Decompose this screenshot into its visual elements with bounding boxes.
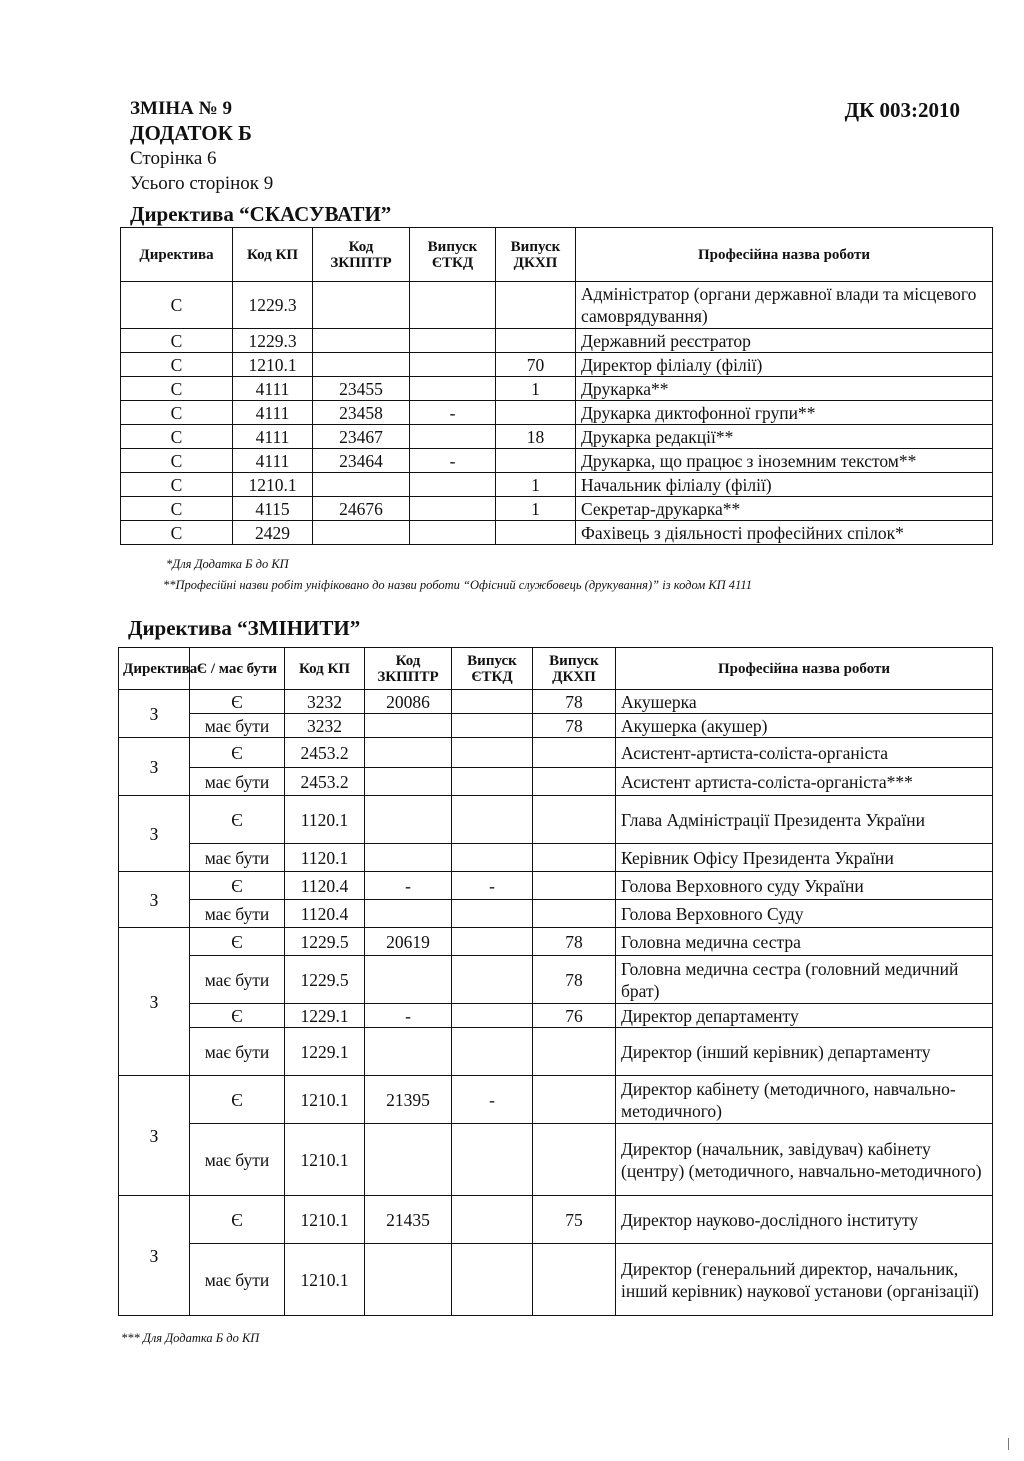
col-header: Випуск ЄТКД — [452, 648, 533, 690]
table-cell: 1210.1 — [233, 473, 313, 497]
table-cell — [496, 401, 576, 425]
table-cell — [533, 900, 616, 928]
col-header: Випуск ДКХП — [496, 228, 576, 282]
table-cell: С — [121, 425, 233, 449]
profession-name-cell: Директор (генеральний директор, начальник, інший керівник) наукової установи (організації) — [616, 1244, 993, 1316]
table-row — [119, 690, 993, 714]
table-row — [121, 425, 993, 449]
profession-name-cell: Директор департаменту — [616, 1004, 993, 1028]
table-cell: 20086 — [365, 690, 452, 714]
table-cell — [496, 329, 576, 353]
table-row — [119, 1196, 993, 1244]
table-cell — [533, 872, 616, 900]
table-cell: 4111 — [233, 449, 313, 473]
table-row — [119, 768, 993, 796]
table-cell — [533, 844, 616, 872]
profession-name-cell: Друкарка, що працює з іноземним текстом** — [576, 449, 993, 473]
table-cell: 1229.1 — [285, 1004, 365, 1028]
profession-name-cell: Голова Верховного суду України — [616, 872, 993, 900]
col-header: Професійна назва роботи — [616, 648, 993, 690]
table-cell — [452, 956, 533, 1004]
table-cell: 1120.1 — [285, 796, 365, 844]
table-row — [119, 1028, 993, 1076]
cancel-table — [120, 227, 993, 545]
table-row — [121, 377, 993, 401]
profession-name-cell: Начальник філіалу (філії) — [576, 473, 993, 497]
profession-name-cell: Керівник Офісу Президента України — [616, 844, 993, 872]
table-cell: має бути — [190, 956, 285, 1004]
table-cell — [313, 282, 410, 329]
page-number: Сторінка 6 — [130, 148, 217, 169]
table-cell: 24676 — [313, 497, 410, 521]
profession-name-cell: Акушерка — [616, 690, 993, 714]
table-cell — [533, 1028, 616, 1076]
profession-name-cell: Глава Адміністрації Президента України — [616, 796, 993, 844]
profession-name-cell: Головна медична сестра (головний медичний брат) — [616, 956, 993, 1004]
table-cell — [313, 521, 410, 545]
table-cell — [410, 473, 496, 497]
table-cell: 1229.5 — [285, 928, 365, 956]
table-cell: 1 — [496, 473, 576, 497]
table-cell — [313, 329, 410, 353]
col-header: Професійна назва роботи — [576, 228, 993, 282]
col-header: Код КП — [233, 228, 313, 282]
table-cell: Є — [190, 1004, 285, 1028]
table-row — [121, 521, 993, 545]
col-header: Директива — [119, 648, 190, 690]
profession-name-cell: Акушерка (акушер) — [616, 714, 993, 738]
table-cell — [452, 738, 533, 768]
table-cell: Є — [190, 928, 285, 956]
table-cell: 75 — [533, 1196, 616, 1244]
directive-cell: З — [119, 738, 190, 796]
table-cell: С — [121, 473, 233, 497]
table-cell: 78 — [533, 928, 616, 956]
table-cell — [496, 449, 576, 473]
table-cell: 78 — [533, 714, 616, 738]
table-cell — [365, 1124, 452, 1196]
table-cell: 1120.4 — [285, 872, 365, 900]
profession-name-cell: Директор (інший керівник) департаменту — [616, 1028, 993, 1076]
table-cell: 2453.2 — [285, 738, 365, 768]
profession-name-cell: Голова Верховного Суду — [616, 900, 993, 928]
table-row — [121, 401, 993, 425]
table-cell — [452, 1124, 533, 1196]
col-header: Код ЗКППТР — [365, 648, 452, 690]
profession-name-cell: Асистент-артиста-соліста-органіста — [616, 738, 993, 768]
table-cell — [365, 738, 452, 768]
directive-cell: З — [119, 1076, 190, 1196]
table-cell: 1 — [496, 377, 576, 401]
table-cell: Є — [190, 690, 285, 714]
table-cell: - — [452, 1076, 533, 1124]
col-header: Код КП — [285, 648, 365, 690]
table-cell — [313, 473, 410, 497]
table-cell: 1229.3 — [233, 329, 313, 353]
table-cell — [452, 1004, 533, 1028]
col-header: Є / має бути — [190, 648, 285, 690]
table-cell: має бути — [190, 900, 285, 928]
table-cell: 1 — [496, 497, 576, 521]
table-cell: 4115 — [233, 497, 313, 521]
document-header — [130, 96, 960, 196]
table-row — [119, 1244, 993, 1316]
footnote-triple-star: *** Для Додатка Б до КП — [121, 1331, 260, 1345]
table-cell: 78 — [533, 690, 616, 714]
change-directive-title: Директива “ЗМІНИТИ” — [128, 616, 361, 640]
table-cell — [410, 425, 496, 449]
table-cell: С — [121, 282, 233, 329]
table-row — [119, 872, 993, 900]
table-cell — [365, 844, 452, 872]
table-row — [119, 900, 993, 928]
table-row — [119, 796, 993, 844]
table-cell — [533, 738, 616, 768]
table-cell: С — [121, 449, 233, 473]
table-row — [121, 449, 993, 473]
total-pages: Усього сторінок 9 — [130, 173, 274, 194]
change-table-header — [119, 648, 993, 690]
table-cell — [496, 282, 576, 329]
table-row — [119, 1004, 993, 1028]
table-cell: має бути — [190, 844, 285, 872]
directive-cell: З — [119, 690, 190, 738]
table-cell: 1210.1 — [233, 353, 313, 377]
table-cell: має бути — [190, 768, 285, 796]
table-cell — [365, 1244, 452, 1316]
table-cell — [365, 1028, 452, 1076]
col-header: Директива — [121, 228, 233, 282]
table-cell — [410, 329, 496, 353]
table-cell: 1229.3 — [233, 282, 313, 329]
table-cell: С — [121, 497, 233, 521]
table-row — [121, 473, 993, 497]
directive-cell: З — [119, 796, 190, 872]
table-cell — [533, 1124, 616, 1196]
change-number: ЗМІНА № 9 — [130, 98, 232, 119]
table-cell — [365, 714, 452, 738]
table-cell — [533, 796, 616, 844]
directive-cell: З — [119, 872, 190, 928]
table-cell: - — [452, 872, 533, 900]
table-row — [119, 1124, 993, 1196]
profession-name-cell: Друкарка диктофонної групи** — [576, 401, 993, 425]
table-row — [121, 282, 993, 329]
table-cell: Є — [190, 1196, 285, 1244]
col-header: Код ЗКППТР — [313, 228, 410, 282]
table-cell — [452, 1196, 533, 1244]
table-cell: 1229.1 — [285, 1028, 365, 1076]
change-table — [118, 647, 993, 1316]
table-cell — [365, 900, 452, 928]
table-cell: - — [410, 401, 496, 425]
table-cell — [365, 796, 452, 844]
table-cell: Є — [190, 796, 285, 844]
table-cell: 3232 — [285, 690, 365, 714]
table-cell: 78 — [533, 956, 616, 1004]
table-cell — [533, 768, 616, 796]
profession-name-cell: Фахівець з діяльності професійних спілок* — [576, 521, 993, 545]
table-cell: 4111 — [233, 377, 313, 401]
table-cell: 76 — [533, 1004, 616, 1028]
table-row — [119, 844, 993, 872]
profession-name-cell: Державний реєстратор — [576, 329, 993, 353]
table-row — [119, 956, 993, 1004]
table-cell: має бути — [190, 714, 285, 738]
table-cell — [452, 844, 533, 872]
table-cell: - — [365, 1004, 452, 1028]
table-cell: 4111 — [233, 401, 313, 425]
cancel-directive-title: Директива “СКАСУВАТИ” — [130, 202, 392, 226]
table-cell: 1210.1 — [285, 1124, 365, 1196]
col-header: Випуск ЄТКД — [410, 228, 496, 282]
table-cell — [452, 928, 533, 956]
table-cell: 1229.5 — [285, 956, 365, 1004]
table-cell — [365, 956, 452, 1004]
table-cell: 3232 — [285, 714, 365, 738]
table-cell — [452, 1028, 533, 1076]
directive-cell: З — [119, 928, 190, 1076]
table-cell: 21435 — [365, 1196, 452, 1244]
table-cell: - — [365, 872, 452, 900]
table-cell — [410, 282, 496, 329]
table-cell: 1210.1 — [285, 1244, 365, 1316]
table-row — [119, 714, 993, 738]
profession-name-cell: Асистент артиста-соліста-органіста*** — [616, 768, 993, 796]
table-cell — [452, 900, 533, 928]
profession-name-cell: Директор філіалу (філії) — [576, 353, 993, 377]
table-cell: 23467 — [313, 425, 410, 449]
table-cell — [410, 377, 496, 401]
table-cell: 1210.1 — [285, 1076, 365, 1124]
profession-name-cell: Директор кабінету (методичного, навчально-методичного) — [616, 1076, 993, 1124]
table-cell: має бути — [190, 1244, 285, 1316]
table-row — [121, 353, 993, 377]
table-cell — [533, 1244, 616, 1316]
table-cell: Є — [190, 872, 285, 900]
table-cell — [496, 521, 576, 545]
table-cell: С — [121, 353, 233, 377]
profession-name-cell: Друкарка редакції** — [576, 425, 993, 449]
table-row — [121, 497, 993, 521]
table-cell — [410, 497, 496, 521]
profession-name-cell: Директор науково-дослідного інституту — [616, 1196, 993, 1244]
table-row — [119, 738, 993, 768]
profession-name-cell: Адміністратор (органи державної влади та місцевого самоврядування) — [576, 282, 993, 329]
profession-name-cell: Друкарка** — [576, 377, 993, 401]
profession-name-cell: Секретар-друкарка** — [576, 497, 993, 521]
table-row — [119, 928, 993, 956]
profession-name-cell: Головна медична сестра — [616, 928, 993, 956]
table-cell: С — [121, 377, 233, 401]
table-cell: - — [410, 449, 496, 473]
table-cell — [452, 796, 533, 844]
table-cell: 2453.2 — [285, 768, 365, 796]
table-cell: Є — [190, 1076, 285, 1124]
footnote-single-star: *Для Додатка Б до КП — [166, 557, 289, 571]
footnote-double-star: **Професійні назви робіт уніфіковано до назви роботи “Офісний службовець (друкування)” із кодом КП 4111 — [163, 578, 752, 592]
table-cell: має бути — [190, 1028, 285, 1076]
profession-name-cell: Директор (начальник, завідувач) кабінету (центру) (методичного, навчально-методичного) — [616, 1124, 993, 1196]
table-row — [121, 329, 993, 353]
scan-mark — [1008, 1438, 1009, 1450]
table-cell: має бути — [190, 1124, 285, 1196]
table-cell: 18 — [496, 425, 576, 449]
table-cell — [452, 714, 533, 738]
table-cell: С — [121, 521, 233, 545]
table-cell: 70 — [496, 353, 576, 377]
table-cell — [410, 521, 496, 545]
table-cell — [452, 768, 533, 796]
table-cell: С — [121, 401, 233, 425]
table-cell: Є — [190, 738, 285, 768]
table-cell: 23458 — [313, 401, 410, 425]
table-cell: 23455 — [313, 377, 410, 401]
table-cell — [365, 768, 452, 796]
table-cell: 2429 — [233, 521, 313, 545]
table-cell — [410, 353, 496, 377]
table-cell: С — [121, 329, 233, 353]
classifier-code: ДК 003:2010 — [844, 98, 960, 122]
table-cell: 20619 — [365, 928, 452, 956]
table-row — [119, 1076, 993, 1124]
table-cell — [452, 690, 533, 714]
table-cell: 1120.1 — [285, 844, 365, 872]
col-header: Випуск ДКХП — [533, 648, 616, 690]
table-cell — [313, 353, 410, 377]
cancel-table-header — [121, 228, 993, 282]
table-cell — [533, 1076, 616, 1124]
table-cell: 23464 — [313, 449, 410, 473]
appendix-label: ДОДАТОК Б — [130, 121, 252, 145]
table-cell: 4111 — [233, 425, 313, 449]
table-cell: 1120.4 — [285, 900, 365, 928]
directive-cell: З — [119, 1196, 190, 1316]
table-cell: 21395 — [365, 1076, 452, 1124]
table-cell — [452, 1244, 533, 1316]
table-cell: 1210.1 — [285, 1196, 365, 1244]
